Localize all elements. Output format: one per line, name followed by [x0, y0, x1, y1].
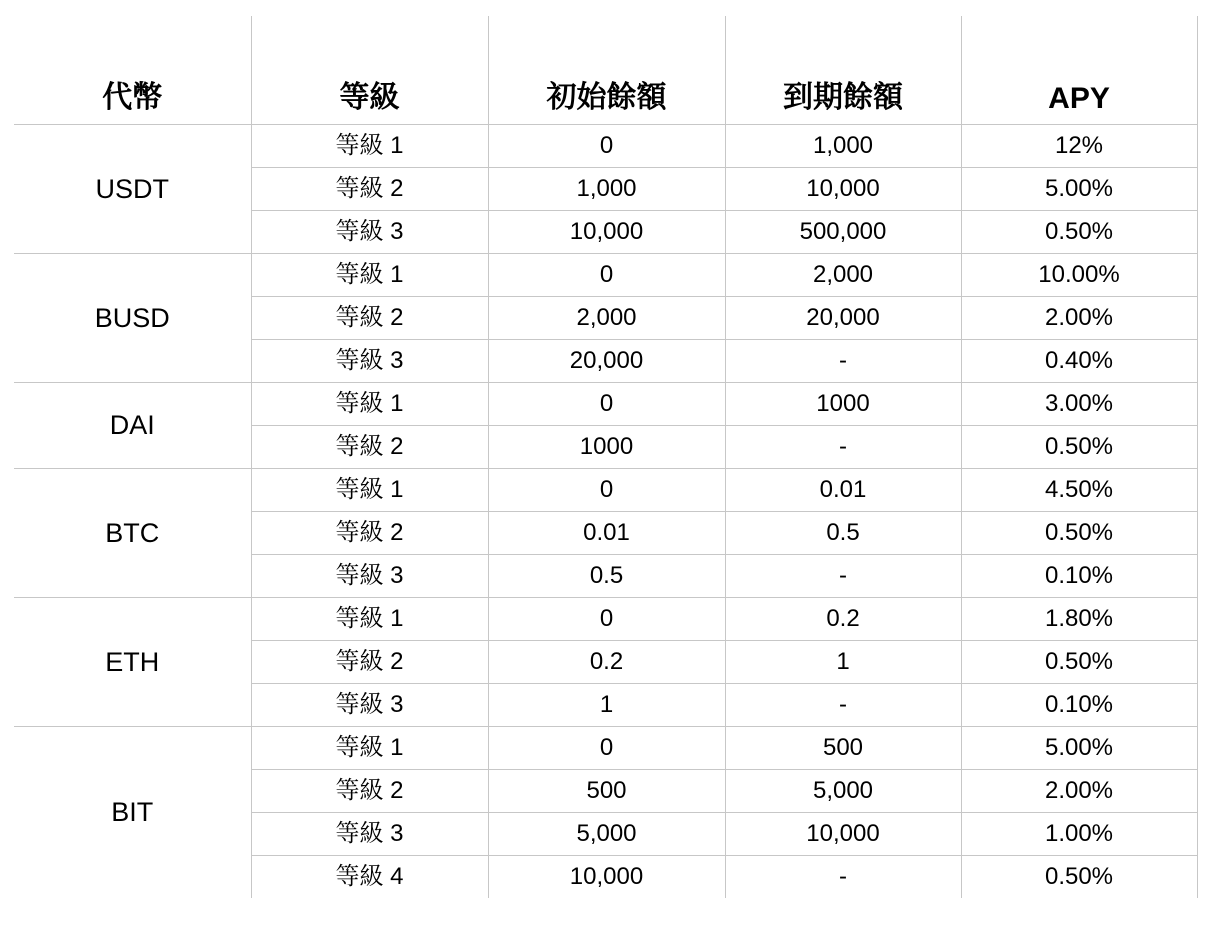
maturity-balance-cell: -: [725, 684, 961, 727]
tier-cell: 等級 4: [251, 856, 488, 899]
tier-cell: 等級 3: [251, 340, 488, 383]
token-cell: DAI: [14, 383, 251, 469]
maturity-balance-cell: 5,000: [725, 770, 961, 813]
table-body: [14, 125, 1197, 899]
table-row: [14, 254, 1197, 297]
initial-balance-cell: 1: [488, 684, 725, 727]
apy-cell: 5.00%: [961, 168, 1197, 211]
apy-cell: 5.00%: [961, 727, 1197, 770]
maturity-balance-cell: -: [725, 340, 961, 383]
table-row: [14, 125, 1197, 168]
initial-balance-cell: 0.5: [488, 555, 725, 598]
maturity-balance-cell: 20,000: [725, 297, 961, 340]
token-cell: ETH: [14, 598, 251, 727]
tier-cell: 等級 1: [251, 254, 488, 297]
tier-cell: 等級 1: [251, 469, 488, 512]
table-row: [14, 383, 1197, 426]
initial-balance-cell: 0: [488, 254, 725, 297]
maturity-balance-cell: -: [725, 555, 961, 598]
initial-balance-cell: 1,000: [488, 168, 725, 211]
header-apy: APY: [961, 16, 1197, 125]
maturity-balance-cell: 10,000: [725, 168, 961, 211]
initial-balance-cell: 0: [488, 125, 725, 168]
tier-cell: 等級 3: [251, 684, 488, 727]
initial-balance-cell: 0.01: [488, 512, 725, 555]
table-row: [14, 598, 1197, 641]
apy-cell: 1.00%: [961, 813, 1197, 856]
initial-balance-cell: 0: [488, 727, 725, 770]
apy-cell: 0.40%: [961, 340, 1197, 383]
initial-balance-cell: 0: [488, 598, 725, 641]
initial-balance-cell: 0.2: [488, 641, 725, 684]
header-tier: 等級: [251, 16, 488, 125]
tier-cell: 等級 3: [251, 555, 488, 598]
initial-balance-cell: 20,000: [488, 340, 725, 383]
apy-cell: 10.00%: [961, 254, 1197, 297]
initial-balance-cell: 0: [488, 383, 725, 426]
apy-cell: 0.50%: [961, 211, 1197, 254]
apy-cell: 0.50%: [961, 512, 1197, 555]
header-maturity-balance: 到期餘額: [725, 16, 961, 125]
tier-cell: 等級 1: [251, 125, 488, 168]
initial-balance-cell: 500: [488, 770, 725, 813]
apy-cell: 2.00%: [961, 770, 1197, 813]
initial-balance-cell: 0: [488, 469, 725, 512]
tier-cell: 等級 2: [251, 297, 488, 340]
header-row: [14, 16, 1197, 125]
table-row: [14, 727, 1197, 770]
apy-tier-table: [14, 16, 1198, 898]
initial-balance-cell: 10,000: [488, 211, 725, 254]
tier-cell: 等級 3: [251, 211, 488, 254]
maturity-balance-cell: 1: [725, 641, 961, 684]
header-token: 代幣: [14, 16, 251, 125]
maturity-balance-cell: 1000: [725, 383, 961, 426]
maturity-balance-cell: 500: [725, 727, 961, 770]
token-cell: USDT: [14, 125, 251, 254]
tier-cell: 等級 1: [251, 727, 488, 770]
apy-cell: 4.50%: [961, 469, 1197, 512]
apy-cell: 0.50%: [961, 641, 1197, 684]
maturity-balance-cell: 0.01: [725, 469, 961, 512]
tier-cell: 等級 2: [251, 426, 488, 469]
maturity-balance-cell: 500,000: [725, 211, 961, 254]
tier-cell: 等級 2: [251, 770, 488, 813]
initial-balance-cell: 10,000: [488, 856, 725, 899]
tier-cell: 等級 3: [251, 813, 488, 856]
initial-balance-cell: 2,000: [488, 297, 725, 340]
tier-cell: 等級 2: [251, 641, 488, 684]
apy-cell: 2.00%: [961, 297, 1197, 340]
header-initial-balance: 初始餘額: [488, 16, 725, 125]
tier-cell: 等級 1: [251, 598, 488, 641]
token-cell: BUSD: [14, 254, 251, 383]
maturity-balance-cell: -: [725, 856, 961, 899]
maturity-balance-cell: 10,000: [725, 813, 961, 856]
initial-balance-cell: 1000: [488, 426, 725, 469]
token-cell: BIT: [14, 727, 251, 899]
initial-balance-cell: 5,000: [488, 813, 725, 856]
table-row: [14, 469, 1197, 512]
apy-cell: 0.50%: [961, 426, 1197, 469]
tier-cell: 等級 2: [251, 168, 488, 211]
tier-cell: 等級 2: [251, 512, 488, 555]
maturity-balance-cell: 2,000: [725, 254, 961, 297]
apy-cell: 0.50%: [961, 856, 1197, 899]
apy-cell: 1.80%: [961, 598, 1197, 641]
maturity-balance-cell: -: [725, 426, 961, 469]
maturity-balance-cell: 0.2: [725, 598, 961, 641]
apy-cell: 0.10%: [961, 555, 1197, 598]
token-cell: BTC: [14, 469, 251, 598]
tier-cell: 等級 1: [251, 383, 488, 426]
maturity-balance-cell: 0.5: [725, 512, 961, 555]
maturity-balance-cell: 1,000: [725, 125, 961, 168]
apy-cell: 3.00%: [961, 383, 1197, 426]
apy-cell: 12%: [961, 125, 1197, 168]
apy-cell: 0.10%: [961, 684, 1197, 727]
